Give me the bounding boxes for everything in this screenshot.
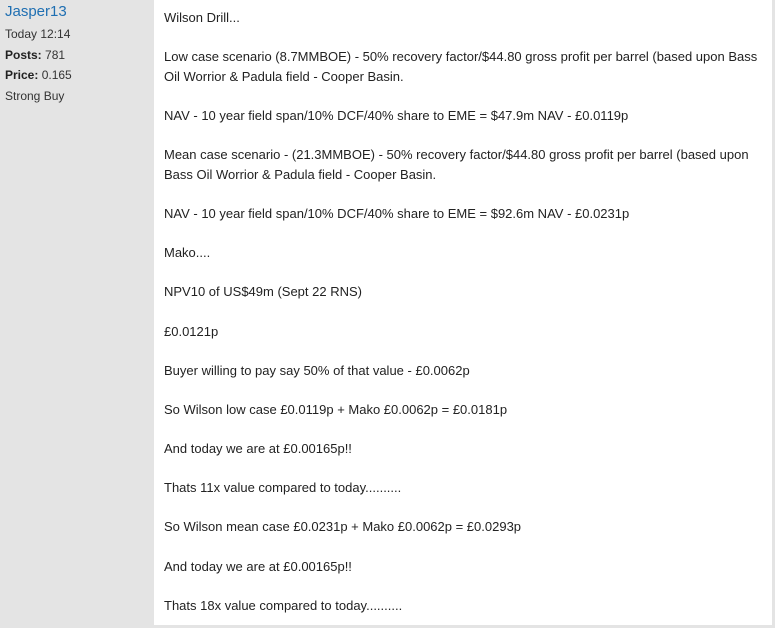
post-paragraph: And today we are at £0.00165p!! (164, 441, 352, 457)
price-label: Price: (5, 68, 39, 82)
author-price (5, 65, 154, 86)
posts-label: Posts: (5, 47, 42, 62)
post-paragraph: Low case scenario (8.7MMBOE) - 50% recovery factor/$44.80 gross profit per barrel (based upon Bass Oil Worrior & Padula field - Cooper Basin. (164, 49, 758, 84)
post-paragraph: NAV - 10 year field span/10% DCF/40% share to EME = $47.9m NAV - £0.0119p (164, 107, 629, 123)
post-paragraph: NAV - 10 year field span/10% DCF/40% share to EME = $92.6m NAV - £0.0231p (164, 205, 630, 221)
post-body (154, 0, 773, 625)
post-paragraph: NPV10 of US$49m (Sept 22 RNS) (164, 284, 362, 300)
author-username-link[interactable]: Jasper13 (5, 3, 67, 20)
post-timestamp: Today 12:14 (5, 27, 71, 41)
price-value: 0.165 (41, 68, 72, 82)
author-sentiment: Strong Buy (5, 88, 65, 103)
post-paragraph: Thats 18x value compared to today.......... (164, 597, 403, 613)
posts-value: 781 (45, 47, 66, 62)
post-paragraph: £0.0121p (164, 323, 219, 339)
post-paragraph: So Wilson mean case £0.0231p + Mako £0.0062p = £0.0293p (164, 519, 522, 535)
post-paragraph: Mako.... (164, 245, 211, 261)
post-paragraph: Wilson Drill... (164, 10, 240, 25)
post-paragraph: Mean case scenario - (21.3MMBOE) - 50% recovery factor/$44.80 gross profit per barrel (based upon Bass Oil Worrior & Padula field - Cooper Basin. (164, 147, 749, 182)
post-paragraph: Buyer willing to pay say 50% of that value - £0.0062p (164, 362, 470, 378)
post-paragraph: Thats 11x value compared to today.......... (164, 480, 402, 496)
post-paragraph: So Wilson low case £0.0119p + Mako £0.0062p = £0.0181p (164, 401, 508, 417)
author-panel (0, 0, 154, 628)
author-posts-count (5, 45, 154, 66)
post-paragraph: And today we are at £0.00165p!! (164, 558, 352, 574)
